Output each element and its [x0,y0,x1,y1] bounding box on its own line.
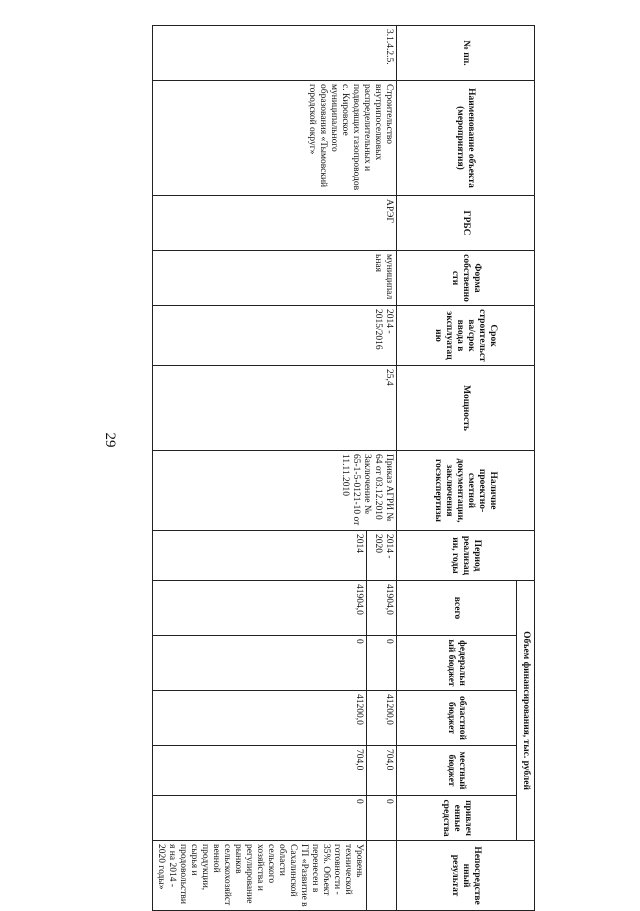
cell-ownership: муниципальная [153,251,397,306]
header-ownership: Форма собственности [397,251,535,306]
header-local: местный бюджет [397,746,517,796]
header-capacity: Мощность [397,366,535,451]
cell-federal: 0 [367,636,397,691]
cell-documentation: Приказ АГРИ № 64 от 03.12.2010 Заключение № 65-1-5-0121-10 от 11.11.2010 [153,451,397,531]
financing-table [152,25,535,911]
header-name: Наименование объекта (мероприятия) [397,81,535,196]
cell-total: 41904,0 [153,581,367,636]
table-row [367,26,397,911]
cell-construction-term: 2014 - 2015/2016 [153,306,397,366]
cell-local: 704,0 [153,746,367,796]
header-result: Непосредственный результат [397,841,535,911]
header-federal: федеральный бюджет [397,636,517,691]
cell-total: 41904,0 [367,581,397,636]
cell-capacity: 25,4 [153,366,397,451]
cell-period: 2014 [153,531,367,581]
header-period: Период реализации, годы [397,531,535,581]
rotated-table-container [156,25,535,907]
header-documentation: Наличие проектно-сметной документации, заключения госэкспертизы [397,451,535,531]
cell-local: 704,0 [367,746,397,796]
cell-regional: 41200,0 [367,691,397,746]
header-construction-term: Срок строительства/срок ввода в эксплуатацию [397,306,535,366]
cell-attracted: 0 [153,796,367,841]
header-attracted: привлеченные средства [397,796,517,841]
cell-federal: 0 [153,636,367,691]
header-total: всего [397,581,517,636]
cell-num: 3.1.4.2.5. [153,26,397,81]
cell-result: Уровень технической готовности - 35%. Объект перенесен в ГП «Развитие в Сахалинской области сельского хозяйства и регулирование рынков сельскохозяйственной продукции, сырья и продовольствия на 2014 - 2020 годы» [153,841,367,911]
header-grbs: ГРБС [397,196,535,251]
header-financing-group: Объем финансирования, тыс. рублей [517,581,535,841]
cell-period: 2014 - 2020 [367,531,397,581]
cell-regional: 41200,0 [153,691,367,746]
cell-name: Строительство внутрипоселковых распределительных и подводящих газопроводов с. Кировское муниципального образования «Тымовский городской округ» [153,81,397,196]
cell-attracted: 0 [367,796,397,841]
cell-grbs: АРЭГ [153,196,397,251]
header-regional: областной бюджет [397,691,517,746]
header-num: № пп. [397,26,535,81]
cell-result-empty [367,841,397,911]
page-number: 29 [102,432,118,448]
